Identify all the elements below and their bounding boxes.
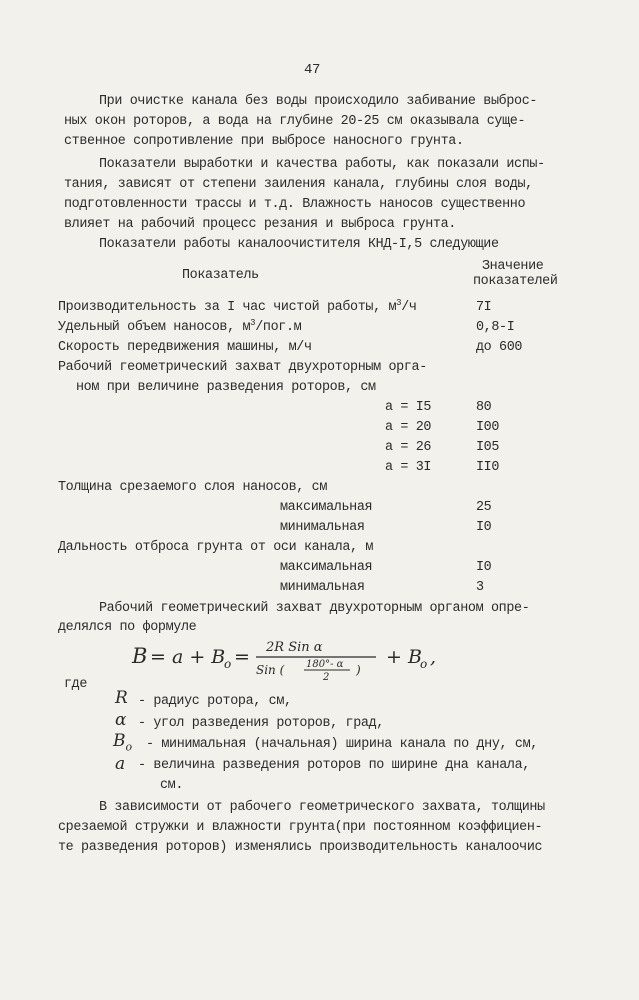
- formula-tail-end: ,: [430, 646, 437, 668]
- formula: [128, 630, 458, 682]
- formula-tail: + B: [386, 646, 422, 668]
- row-throw-label: Дальность отброса грунта от оси канала, м: [58, 540, 374, 555]
- thickness-max-value: 25: [476, 500, 492, 515]
- thickness-max-cond: максимальная: [280, 500, 373, 515]
- def-Bo-text: - минимальная (начальная) ширина канала по дну, см,: [146, 737, 538, 752]
- row-volume-label: Удельный объем наносов, $м^3/пог.м$: [58, 318, 302, 335]
- def-a-text: - величина разведения роторов по ширине дна канала,: [138, 758, 530, 773]
- throw-min-value: 3: [476, 580, 484, 595]
- formula-den-sin: Sin (: [256, 663, 285, 677]
- where-label: где: [64, 677, 88, 692]
- formula-tail-sub: o: [420, 657, 428, 671]
- grip-value-15: 80: [476, 400, 492, 415]
- formula-eq1: = a + B: [150, 646, 226, 668]
- row-grip-label-1: Рабочий геометрический захват двухроторным орга-: [58, 360, 427, 375]
- formula-sub-1: o: [224, 657, 232, 671]
- row-thickness-label: Толщина срезаемого слоя наносов, см: [58, 480, 327, 495]
- para1-line-2: ных окон роторов, а вода на глубине 20-25 см оказывала суще-: [64, 114, 526, 129]
- grip-cond-20: a = 20: [385, 420, 432, 435]
- formula-den-frac-num: 180°- α: [306, 659, 344, 670]
- table-header-indicator: Показатель: [182, 268, 259, 283]
- para2-line-2: тания, зависят от степени заиления канала, глубины слоя воды,: [64, 177, 533, 192]
- table-header-value-1: Значение: [482, 259, 544, 274]
- formula-intro-2: делялся по формуле: [58, 620, 197, 635]
- def-Bo-symbol: $B_o$: [113, 731, 133, 754]
- formula-lhs: B: [132, 644, 148, 668]
- para1-line-3: ственное сопротивление при выбросе наносного грунта.: [64, 134, 464, 149]
- grip-cond-15: a = I5: [385, 400, 432, 415]
- para2-line-1: Показатели выработки и качества работы, как показали испы-: [99, 157, 545, 172]
- formula-numerator: 2R Sin α: [266, 640, 323, 655]
- formula-den-close: ): [356, 663, 361, 677]
- row-productivity-value: 7I: [476, 300, 492, 315]
- para3-line-1: В зависимости от рабочего геометрического захвата, толщины: [99, 800, 545, 815]
- table-intro: Показатели работы каналоочистителя КНД-I,5 следующие: [99, 237, 499, 252]
- row-grip-label-2: ном при величине разведения роторов, см: [76, 380, 376, 395]
- grip-value-20: I00: [476, 420, 500, 435]
- row-speed-value: до 600: [476, 340, 523, 355]
- row-speed-label: Скорость передвижения машины, м/ч: [58, 340, 312, 355]
- para2-line-4: влияет на рабочий процесс резания и выброса грунта.: [64, 217, 456, 232]
- grip-value-31: II0: [476, 460, 500, 475]
- throw-max-value: I0: [476, 560, 492, 575]
- para1-line-1: При очистке канала без воды происходило забивание выброс-: [99, 94, 538, 109]
- formula-eq2: =: [234, 646, 250, 668]
- def-a-symbol: a: [115, 754, 126, 774]
- throw-min-cond: минимальная: [280, 580, 365, 595]
- formula-den-frac-den: 2: [323, 672, 330, 682]
- row-productivity-label: Производительность за I час чистой работы, $м^3/ч$: [58, 298, 417, 315]
- grip-cond-31: a = 3I: [385, 460, 432, 475]
- def-alpha-text: - угол разведения роторов, град,: [138, 716, 384, 731]
- grip-value-26: I05: [476, 440, 500, 455]
- def-R-text: - радиус ротора, см,: [138, 694, 292, 709]
- para3-line-2: срезаемой стружки и влажности грунта(при постоянном коэффициен-: [58, 820, 543, 835]
- grip-cond-26: a = 26: [385, 440, 432, 455]
- row-volume-value: 0,8-I: [476, 320, 515, 335]
- table-header-value-2: показателей: [473, 274, 558, 289]
- thickness-min-cond: минимальная: [280, 520, 365, 535]
- formula-intro-1: Рабочий геометрический захват двухроторным органом опре-: [99, 601, 530, 616]
- thickness-min-value: I0: [476, 520, 492, 535]
- page-number: 47: [304, 62, 321, 78]
- para3-line-3: те разведения роторов) изменялись производительность каналоочис: [58, 840, 543, 855]
- def-alpha-symbol: α: [115, 710, 127, 730]
- para2-line-3: подготовленности трассы и т.д. Влажность наносов существенно: [64, 197, 526, 212]
- def-a-text-cont: см.: [160, 778, 184, 793]
- def-R-symbol: R: [115, 688, 128, 708]
- throw-max-cond: максимальная: [280, 560, 373, 575]
